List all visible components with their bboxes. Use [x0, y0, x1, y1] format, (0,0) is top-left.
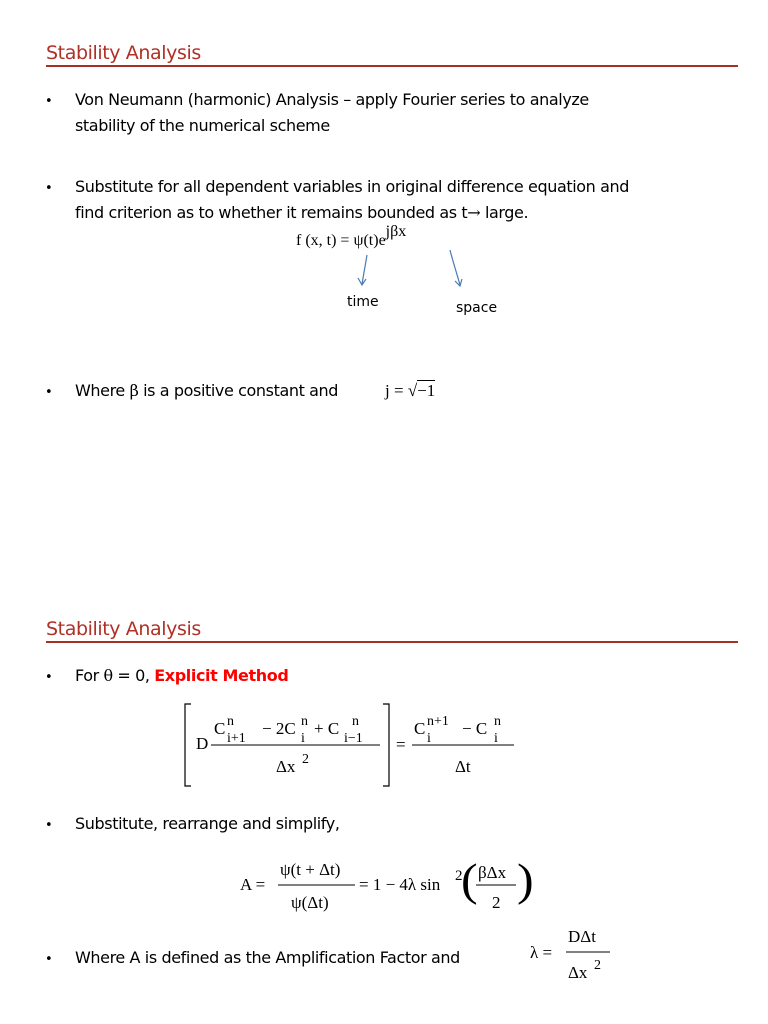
bullet-line: find criterion as to whether it remains bounded as t — [75, 203, 468, 222]
lambda-denominator: Δx — [568, 963, 588, 982]
arg-denominator: 2 — [492, 893, 501, 912]
equation-main: f (x, t) = ψ(t)e — [296, 232, 386, 249]
bullet-where-beta — [75, 378, 338, 404]
amp-numerator: ψ(t + Δt) — [280, 860, 341, 879]
bullet-line-end: large. — [480, 203, 529, 222]
a-equals: A = — [240, 875, 266, 894]
numerator-c2-sup: n — [301, 714, 308, 729]
numerator-c1-sup: n — [227, 714, 234, 729]
right-arrow-symbol: → — [467, 203, 481, 222]
amp-denominator: ψ(Δt) — [291, 893, 329, 912]
arrows-diagram — [340, 248, 480, 290]
numerator-c1: C — [214, 719, 226, 738]
slide-title: Stability Analysis — [46, 42, 201, 64]
numerator-minus-2c: − 2C — [262, 719, 296, 738]
j-definition — [385, 381, 435, 401]
bullet-marker: • — [45, 385, 53, 400]
denominator-dx: Δx — [276, 757, 296, 776]
arrow-to-time — [358, 255, 367, 285]
rhs-c2-sup: n — [494, 714, 501, 729]
lambda-square: 2 — [594, 958, 601, 973]
left-paren: ( — [461, 856, 478, 906]
diffusion-coefficient: D — [196, 734, 209, 753]
bullet-marker: • — [45, 952, 53, 967]
lambda-definition — [528, 920, 624, 986]
bullet-line: stability of the numerical scheme — [75, 116, 330, 135]
denominator-square: 2 — [302, 752, 309, 767]
bullet-von-neumann — [75, 87, 589, 139]
bullet-text-part: is a positive constant and — [138, 381, 339, 400]
bullet-amplification-factor: Where A is defined as the Amplification Factor and — [75, 948, 460, 967]
bullet-marker: • — [45, 181, 53, 196]
bullet-line: Substitute for all dependent variables in original difference equation and — [75, 177, 629, 196]
explicit-method-label: Explicit Method — [154, 666, 289, 685]
arg-numerator: βΔx — [478, 863, 507, 882]
rhs-c2-sub: i — [494, 731, 498, 746]
sqrt-symbol: √ — [407, 381, 418, 400]
bullet-text-part: For — [75, 666, 104, 685]
space-label: space — [456, 300, 498, 316]
numerator-c3-sup: n — [352, 714, 359, 729]
rhs-c1-sup: n+1 — [427, 714, 449, 729]
bullet-marker: • — [45, 94, 53, 109]
numerator-plus-c: + C — [314, 719, 340, 738]
beta-symbol: β — [129, 381, 139, 400]
equation-exponent: jβx — [385, 223, 407, 240]
right-paren: ) — [517, 856, 534, 906]
time-label: time — [347, 294, 379, 310]
title-rule — [46, 641, 738, 643]
left-bracket — [185, 704, 191, 786]
title-rule — [46, 65, 738, 67]
equals-sign: = — [396, 735, 406, 754]
numerator-c3-sub: i−1 — [344, 731, 363, 746]
bullet-substitute — [75, 174, 629, 226]
bullet-marker: • — [45, 818, 53, 833]
numerator-c2-sub: i — [301, 731, 305, 746]
lambda-numerator: DΔt — [568, 927, 596, 946]
bullet-text-part: Where — [75, 381, 130, 400]
rhs-minus-c: − C — [462, 719, 488, 738]
amp-rhs: = 1 − 4λ sin — [359, 875, 441, 894]
sin-square: 2 — [455, 868, 463, 884]
theta-symbol: θ — [103, 666, 113, 685]
bullet-text-part: = 0, — [112, 666, 155, 685]
arrow-to-space — [450, 250, 462, 286]
bullet-marker: • — [45, 670, 53, 685]
slide-title: Stability Analysis — [46, 618, 201, 640]
bullet-rearrange: Substitute, rearrange and simplify, — [75, 814, 340, 833]
bullet-line: Von Neumann (harmonic) Analysis – apply Fourier series to analyze — [75, 90, 589, 109]
numerator-c1-sub: i+1 — [227, 731, 246, 746]
explicit-method-equation — [180, 700, 525, 790]
j-equals: j = — [385, 381, 408, 400]
rhs-c1-sub: i — [427, 731, 431, 746]
lambda-equals: λ = — [530, 943, 553, 962]
rhs-denominator-dt: Δt — [455, 757, 471, 776]
slide-2 — [0, 512, 768, 1024]
amplification-factor-equation — [236, 852, 536, 918]
bullet-explicit-method — [75, 663, 288, 689]
rhs-c1: C — [414, 719, 426, 738]
right-bracket — [383, 704, 389, 786]
sqrt-argument: −1 — [417, 381, 436, 400]
